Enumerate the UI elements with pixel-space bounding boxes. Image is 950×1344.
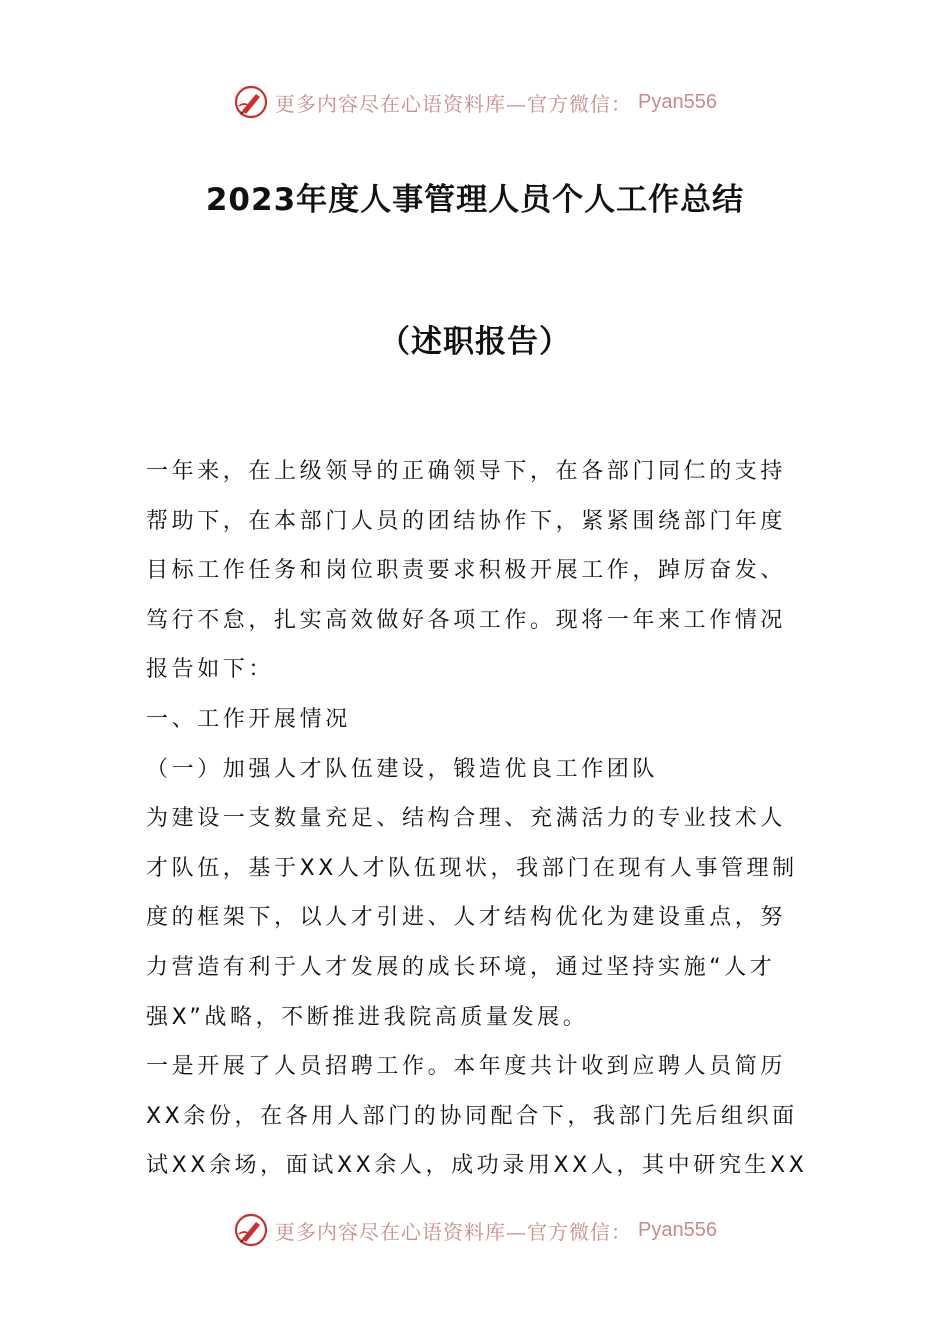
document-body xyxy=(146,447,810,1191)
pen-logo-icon xyxy=(233,84,269,120)
watermark-text: 更多内容尽在心语资料库—官方微信： xyxy=(275,91,633,116)
document-title: 2023年度人事管理人员个人工作总结 xyxy=(205,182,745,218)
body-line: 才队伍，基于XX人才队伍现状，我部门在现有人事管理制 xyxy=(146,855,798,881)
body-line: 一是开展了人员招聘工作。本年度共计收到应聘人员简历 xyxy=(146,1054,787,1080)
body-line: XX余份，在各用人部门的协同配合下，我部门先后组织面 xyxy=(146,1103,798,1129)
body-line: 力营造有利于人才发展的成长环境，通过坚持实施“人才 xyxy=(146,954,776,980)
body-line: 试XX余场，面试XX余人，成功录用XX人，其中研究生XX xyxy=(146,1153,808,1179)
body-line: 强X”战略，不断推进我院高质量发展。 xyxy=(146,1004,589,1030)
subsection-heading: （一）加强人才队伍建设，锻造优良工作团队 xyxy=(146,756,659,782)
watermark-footer xyxy=(0,1212,950,1248)
body-line: 度的框架下，以人才引进、人才结构优化为建设重点，努 xyxy=(146,905,787,931)
watermark-wechat-id: Pyan556 xyxy=(638,1218,717,1241)
watermark-text: 更多内容尽在心语资料库—官方微信： xyxy=(275,1219,633,1244)
body-line: 帮助下，在本部门人员的团结协作下，紧紧围绕部门年度 xyxy=(146,508,787,534)
section-heading: 一、工作开展情况 xyxy=(146,706,351,732)
watermark-wechat-id: Pyan556 xyxy=(638,90,717,113)
pen-logo-icon xyxy=(233,1212,269,1248)
document-subtitle: （述职报告） xyxy=(379,324,571,360)
body-line: 目标工作任务和岗位职责要求积极开展工作，踔厉奋发、 xyxy=(146,558,787,584)
body-line: 一年来，在上级领导的正确领导下，在各部门同仁的支持 xyxy=(146,459,787,484)
body-line: 笃行不怠，扎实高效做好各项工作。现将一年来工作情况 xyxy=(146,607,787,633)
body-line: 为建设一支数量充足、结构合理、充满活力的专业技术人 xyxy=(146,806,787,832)
watermark-header xyxy=(0,84,950,120)
body-line: 报告如下： xyxy=(146,657,275,683)
